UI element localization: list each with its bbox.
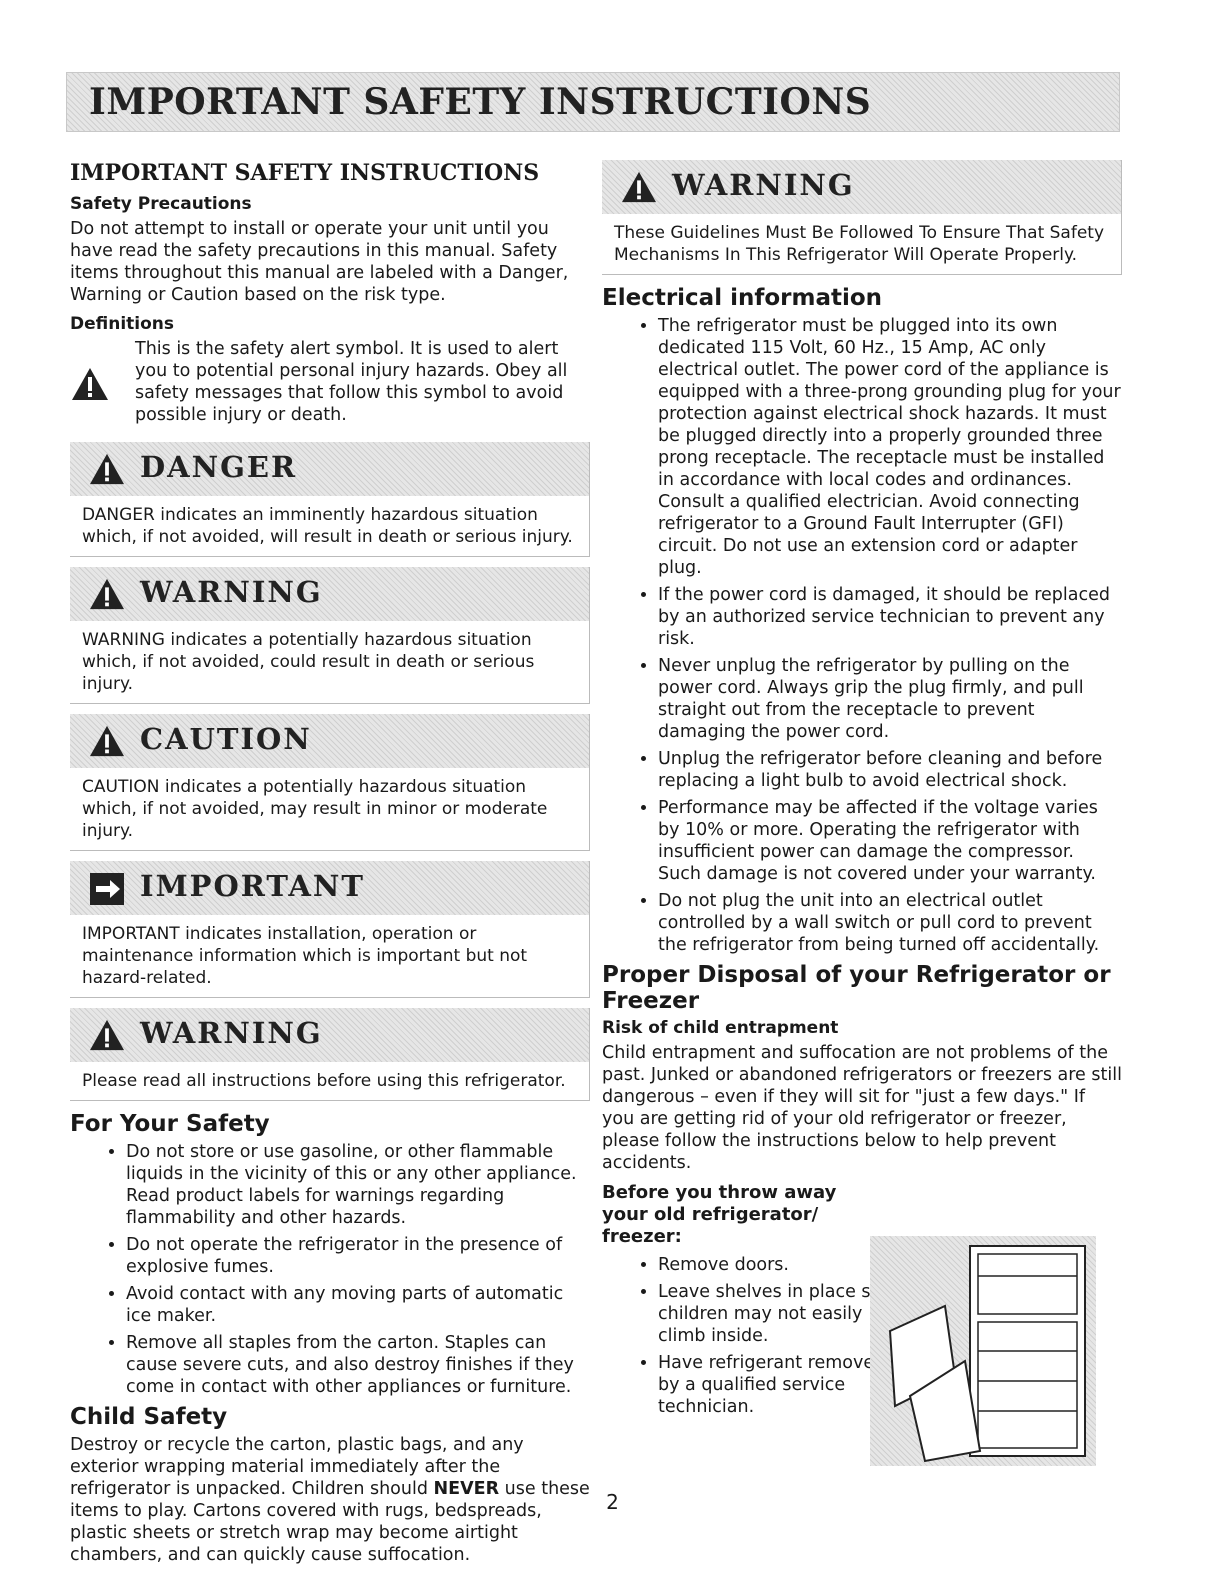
list-item: • The refrigerator must be plugged into its own dedicated 115 Volt, 60 Hz., 15 Amp, AC only electrical outlet. The power cord of the appliance is equipped with a three-prong grounding plug for your protection against electrical shock hazards. It must be plugged directly into a properly grounded three prong receptacle. The receptacle must be installed in accordance with local codes and ordinances. Consult a qualified electrician. Avoid connecting refrigerator to a Ground Fault Interrupter (GFI) circuit. Do not use an extension cord or adapter plug. xyxy=(658,315,1122,579)
list-item: • Do not plug the unit into an electrical outlet controlled by a wall switch or pull cord to prevent the refrigerator from being turned off accidentally. xyxy=(658,890,1122,956)
child-safety-text: Destroy or recycle the carton, plastic bags, and any exterior wrapping material immediately after the refrigerator is unpacked. Children should NEVER use these items to play. Cartons covered with rugs, bedspreads, plastic sheets or stretch wrap may become airtight chambers, and can quickly cause suffocation. xyxy=(70,1435,590,1565)
caution-alert-icon xyxy=(88,724,126,758)
child-safety-title: Child Safety xyxy=(70,1404,228,1430)
warning-alert-icon xyxy=(88,577,126,611)
caution-text: CAUTION indicates a potentially hazardous situation which, if not avoided, may result in minor or moderate injury. xyxy=(82,777,548,841)
disposal-list xyxy=(602,1254,888,1418)
left-column xyxy=(70,160,590,1574)
section-heading: IMPORTANT SAFETY INSTRUCTIONS xyxy=(70,160,540,186)
read-instructions-warning-box xyxy=(70,1008,590,1101)
warning-alert-icon xyxy=(88,1018,126,1052)
definitions-block xyxy=(70,338,590,426)
safety-precautions-text: Do not attempt to install or operate your unit until you have read the safety precautions in this manual. Safety items throughout this manual are labeled with a Danger, Warning or Caution based on the risk type. xyxy=(70,219,569,305)
list-item: • Performance may be affected if the voltage varies by 10% or more. Operating the refrigerator with insufficient power can damage the compressor. Such damage is not covered under your warranty. xyxy=(658,797,1122,885)
page-banner xyxy=(66,72,1120,132)
electrical-title: Electrical information xyxy=(602,285,883,311)
list-item: • Do not operate the refrigerator in the presence of explosive fumes. xyxy=(126,1234,590,1278)
arrow-important-icon xyxy=(88,871,126,907)
list-item: • Remove doors. xyxy=(658,1254,888,1276)
danger-box xyxy=(70,442,590,557)
list-item: • If the power cord is damaged, it should be replaced by an authorized service technician to prevent any risk. xyxy=(658,584,1122,650)
definitions-title: Definitions xyxy=(70,314,175,334)
warning-alert-icon xyxy=(620,170,658,204)
for-your-safety-list xyxy=(70,1141,590,1398)
warning-label: WARNING xyxy=(140,575,323,609)
banner-title: IMPORTANT SAFETY INSTRUCTIONS xyxy=(89,81,872,123)
risk-title: Risk of child entrapment xyxy=(602,1018,839,1038)
important-box xyxy=(70,861,590,998)
electrical-list xyxy=(602,315,1122,956)
caution-box xyxy=(70,714,590,851)
guidelines-warning-box xyxy=(602,160,1122,275)
list-item: • Unplug the refrigerator before cleaning and before replacing a light bulb to avoid electrical shock. xyxy=(658,748,1122,792)
important-label: IMPORTANT xyxy=(140,869,365,903)
list-item: • Avoid contact with any moving parts of automatic ice maker. xyxy=(126,1283,590,1327)
before-title: Before you throw away your old refrigerator/ freezer: xyxy=(602,1182,837,1247)
list-item: • Never unplug the refrigerator by pulling on the power cord. Always grip the plug firmly, and pull straight out from the receptacle to prevent damaging the power cord. xyxy=(658,655,1122,743)
important-text: IMPORTANT indicates installation, operation or maintenance information which is important but not hazard-related. xyxy=(82,924,528,988)
warning-label: WARNING xyxy=(140,1016,323,1050)
danger-text: DANGER indicates an imminently hazardous situation which, if not avoided, will result in death or serious injury. xyxy=(82,505,573,547)
list-item: • Leave shelves in place so children may not easily climb inside. xyxy=(658,1281,888,1347)
safety-alert-icon xyxy=(70,366,110,402)
fridge-illustration xyxy=(870,1236,1096,1466)
disposal-title: Proper Disposal of your Refrigerator or Freezer xyxy=(602,962,1111,1014)
page-number: 2 xyxy=(606,1490,619,1514)
danger-alert-icon xyxy=(88,452,126,486)
for-your-safety-title: For Your Safety xyxy=(70,1111,270,1137)
never-emphasis: NEVER xyxy=(433,1479,500,1499)
danger-label: DANGER xyxy=(140,450,298,484)
caution-label: CAUTION xyxy=(140,722,312,756)
right-column xyxy=(602,160,1122,1424)
warning-box xyxy=(70,567,590,704)
warning-text: WARNING indicates a potentially hazardous situation which, if not avoided, could result in death or serious injury. xyxy=(82,630,535,694)
disposal-text: Child entrapment and suffocation are not problems of the past. Junked or abandoned refrigerators or freezers are still dangerous – even if they will sit for "just a few days." If you are getting rid of your old refrigerator or freezer, please follow the instructions below to help prevent accidents. xyxy=(602,1043,1122,1173)
read-instructions-text: Please read all instructions before using this refrigerator. xyxy=(82,1071,566,1091)
list-item: • Have refrigerant removed by a qualified service technician. xyxy=(658,1352,888,1418)
safety-precautions-title: Safety Precautions xyxy=(70,194,252,214)
warning-label: WARNING xyxy=(672,168,855,202)
list-item: • Do not store or use gasoline, or other flammable liquids in the vicinity of this or any other appliance. Read product labels for warnings regarding flammability and other hazards. xyxy=(126,1141,590,1229)
list-item: • Remove all staples from the carton. Staples can cause severe cuts, and also destroy finishes if they come in contact with other appliances or furniture. xyxy=(126,1332,590,1398)
definitions-text: This is the safety alert symbol. It is used to alert you to potential personal injury hazards. Obey all safety messages that follow this symbol to avoid possible injury or death. xyxy=(135,339,568,425)
guidelines-text: These Guidelines Must Be Followed To Ensure That Safety Mechanisms In This Refrigerator Will Operate Properly. xyxy=(614,223,1105,265)
